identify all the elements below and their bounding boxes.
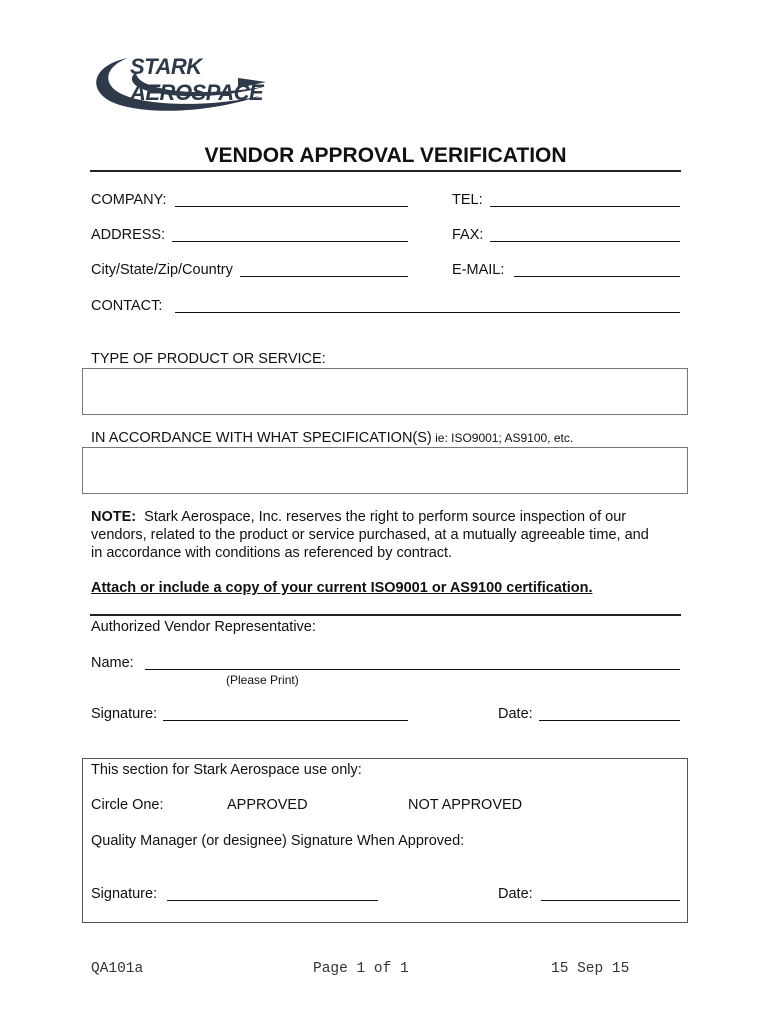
attach-rule [90,614,681,616]
approved-option[interactable]: APPROVED [227,797,308,813]
title-rule [90,170,681,172]
note-line-1 [91,509,626,525]
city-field[interactable] [240,276,408,277]
not-approved-option[interactable]: NOT APPROVED [408,797,523,813]
email-field[interactable] [514,276,680,277]
logo-brand-text: STARK AEROSPACE [130,54,264,105]
footer-date: 15 Sep 15 [551,961,630,977]
vendor-date-field[interactable] [539,720,680,721]
name-field[interactable] [145,669,680,670]
page-title: VENDOR APPROVAL VERIFICATION [204,144,567,167]
fax-label: FAX: [452,227,484,243]
spec-label [91,430,573,446]
city-label: City/State/Zip/Country [91,262,233,278]
circle-label: Circle One: [91,797,164,813]
company-field[interactable] [175,206,408,207]
spec-label-note: ie: ISO9001; AS9100, etc. [431,431,574,445]
note-text-1: Stark Aerospace, Inc. reserves the right to perform source inspection of our [144,509,627,525]
vendor-date-label: Date: [498,706,533,722]
internal-heading: This section for Stark Aerospace use only: [91,762,362,778]
spec-label-main: IN ACCORDANCE WITH WHAT SPECIFICATION(S) [91,430,432,446]
tel-field[interactable] [490,206,680,207]
company-logo [88,52,328,118]
qm-label: Quality Manager (or designee) Signature When Approved: [91,833,465,849]
product-label: TYPE OF PRODUCT OR SERVICE: [91,351,326,367]
vendor-signature-label: Signature: [91,706,158,722]
internal-date-field[interactable] [541,900,680,901]
contact-field[interactable] [175,312,680,313]
internal-signature-label: Signature: [91,886,158,902]
address-field[interactable] [172,241,408,242]
footer-form-id: QA101a [91,961,144,977]
note-label: NOTE: [91,509,137,525]
address-label: ADDRESS: [91,227,166,243]
spec-box[interactable] [82,447,688,494]
contact-label: CONTACT: [91,298,163,314]
tel-label: TEL: [452,192,483,208]
note-line-2: vendors, related to the product or service purchased, at a mutually agreeable time, and [91,527,649,543]
vendor-heading: Authorized Vendor Representative: [91,619,316,635]
email-label: E-MAIL: [452,262,505,278]
company-label: COMPANY: [91,192,167,208]
attach-instruction: Attach or include a copy of your current ISO9001 or AS9100 certification. [91,580,593,596]
internal-signature-field[interactable] [167,900,378,901]
product-box[interactable] [82,368,688,415]
print-hint: (Please Print) [226,673,299,687]
vendor-signature-field[interactable] [163,720,408,721]
footer-page: Page 1 of 1 [313,961,409,977]
name-label: Name: [91,655,134,671]
internal-date-label: Date: [498,886,533,902]
note-line-3: in accordance with conditions as referenced by contract. [91,545,453,561]
fax-field[interactable] [490,241,680,242]
